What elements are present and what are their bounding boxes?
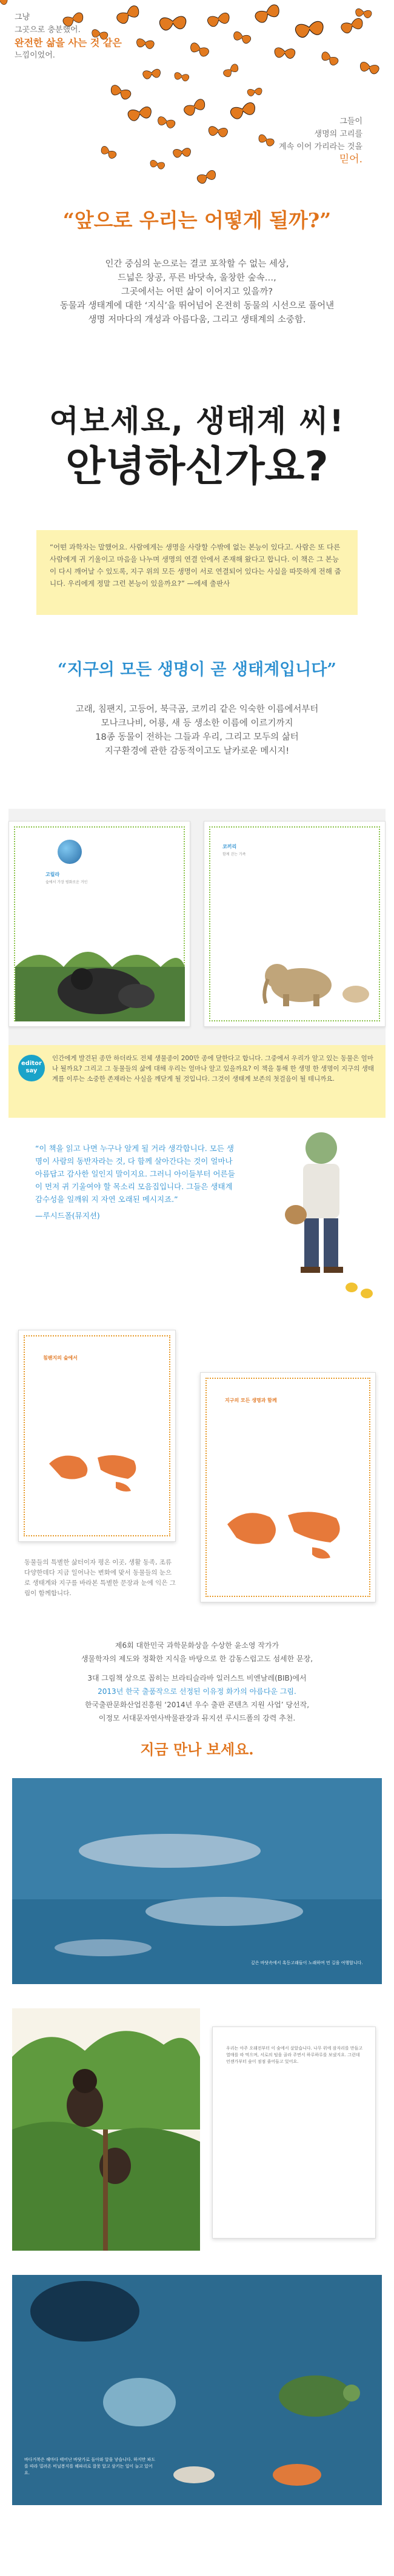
book-spread-2 (0, 1318, 394, 1621)
reader-quote-section (0, 1118, 394, 1318)
body-line: 모나크나비, 어룡, 새 등 생소한 이름에 이르기까지 (101, 719, 293, 728)
editor-text: 인간에게 발견된 종만 하더라도 전체 생물종이 200만 종에 달한다고 합니다. 그중에서 우리가 알고 있는 동물은 얼마나 될까요? 그리고 그 동물들의 삶에 대해 우리는 얼마나 알고 있을까요? 이 책을 통해 한 생명 한 생명이 지구의 생태계를 이루는 소중한 존재라는 사실을 깨닫게 될 것입니다. 그것이 생태계 보존의 첫걸음이 될 테니까요. (52, 1055, 374, 1083)
intro-line: 그들이 (339, 117, 362, 126)
intro-line: 느낌이었어. (15, 51, 55, 60)
earth-body (0, 703, 394, 759)
author-line: 2013년 한국 출품작으로 선정된 이유정 화가의 아름다운 그림. (98, 1687, 296, 1696)
quote-text: “어떤 과학자는 말했어요. 사람에게는 생명을 사랑할 수밖에 없는 본능이 있다고. 사람은 또 다른 사람에게 귀 기울이고 마음을 나누며 생명의 연결 안에서 존재해 왔다고 합니다. 이 책은 그 본능이 다시 깨어날 수 있도록, 지구 위의 모든 생명이 서로 연결되어 있다는 사실을 따뜻하게 전해 줍니다. 우리에게 정말 그런 본능이 있을까요?” —에세 출판사 (50, 543, 341, 588)
editor-say (8, 1045, 386, 1118)
spread-right-title: 코끼리 (222, 844, 237, 849)
body-line: 드넓은 창공, 푸른 바닷속, 울창한 숲속…, (118, 273, 276, 283)
editor-badge: editor say (18, 1055, 45, 1081)
spread-left-title: 고릴라 (45, 872, 60, 877)
body-line: 그곳에서는 어떤 삶이 이어지고 있을까? (121, 287, 273, 297)
question-body (0, 257, 394, 327)
whale-illustration (12, 1778, 382, 1984)
man-with-ducks-illustration (261, 1124, 382, 1306)
body-line: 인간 중심의 눈으로는 결코 포착할 수 없는 세상, (105, 259, 289, 269)
intro-line-highlight: 완전한 삶을 사는 것 같은 (15, 37, 122, 48)
body-line: 고래, 침팬지, 고등어, 북극곰, 코끼리 같은 익숙한 이름에서부터 (75, 705, 319, 714)
intro-line: 그냥 (15, 13, 30, 22)
illus-text: 바다거북은 해마다 태어난 바닷가로 돌아와 알을 낳습니다. 하지만 파도를 따라 밀려온 비닐봉지를 해파리로 잘못 알고 삼키는 일이 늘고 있어요. (24, 2457, 156, 2475)
question-headline: “앞으로 우리는 어떻게 될까?” (62, 208, 332, 232)
question-section (0, 200, 394, 400)
chimp-spread (12, 2008, 382, 2251)
world-map-illustration (37, 1439, 158, 1494)
elephant-illustration (210, 937, 380, 1009)
intro-line: 계속 이어 가리라는 것을 (279, 142, 362, 151)
intro-line: 그곳으로 충분했어. (15, 25, 81, 35)
butterfly-intro (0, 0, 394, 200)
body-line: 18종 동물이 전하는 그들과 우리, 그리고 모두의 삶터 (95, 732, 299, 742)
sheet-right (200, 1372, 376, 1602)
earth-headline: “지구의 모든 생명이 곧 생태계입니다” (58, 660, 336, 679)
author-line: 생물학자의 제도와 정확한 지식을 바탕으로 한 감동스럽고도 섬세한 문장, (81, 1655, 313, 1663)
author-line: 3대 그림책 상으로 꼽히는 브라티슬라바 일러스트 비엔날레(BIB)에서 (87, 1674, 307, 1682)
reader-quote-text: “이 책을 읽고 나면 누구나 알게 될 거라 생각합니다. 모든 생명이 사람의 동반자라는 것, 다 함께 살아간다는 것이 얼마나 아름답고 감사한 일인지 말이지요. 그러니 아이들부터 어른들이 먼저 귀 기울여야 할 목소리 모음집입니다. 그들은 생태계 감수성을 일깨워 지 자연 오래된 메시지죠.” (35, 1144, 235, 1204)
chimp-text-page (212, 2027, 376, 2239)
quote-box (36, 530, 358, 615)
author-line: 한국출판문화산업진흥원 ‘2014년 우수 출판 콘텐츠 지원 사업’ 당선작, (84, 1701, 310, 1709)
body-line: 생명 저마다의 개성과 아름다움, 그리고 생태계의 소중함. (88, 315, 306, 325)
sheet-left (18, 1330, 176, 1542)
intro-line-highlight: 믿어. (339, 153, 362, 165)
author-line: 이정모 서대문자연사박물관장과 뮤지션 루시드폴의 강력 추천. (98, 1714, 296, 1722)
sheet-left-heading: 침팬지의 숲에서 (43, 1355, 78, 1361)
ocean-whales (12, 1778, 382, 1984)
book-title (0, 400, 394, 524)
spread-page-left (8, 821, 190, 1027)
title-line-1: 여보세요, 생태계 씨! (49, 403, 345, 439)
reader-quote-source: —루시드폴(뮤지션) (35, 1211, 100, 1220)
author-info (0, 1621, 394, 1778)
leaf-border (24, 1335, 170, 1536)
body-line: 동물과 생태계에 대한 ‘지식’을 뛰어넘어 온전히 동물의 시선으로 풀어낸 (59, 301, 335, 311)
spread-page-right (204, 821, 386, 1027)
intro-line: 생명의 고리를 (314, 130, 362, 139)
body-line: 지구환경에 관한 감동적이고도 날카로운 메시지! (104, 746, 290, 756)
earth-section (0, 615, 394, 809)
illus-text: 우리는 아주 오래전부터 이 숲에서 살았습니다. 나무 위에 잠자리를 만들고 열매를 따 먹으며, 서로의 털을 골라 주면서 하루하루를 보냈지요. 그런데 언젠가부터 숲이 점점 줄어들고 있어요. (226, 2046, 363, 2064)
world-map-illustration (221, 1500, 355, 1567)
author-line: 제6회 대한민국 과학문화상을 수상한 윤소영 작가가 (115, 1641, 279, 1650)
book-spread-1 (8, 809, 386, 1045)
intro-right-text (279, 115, 362, 166)
chimp-illustration (12, 2008, 200, 2251)
illus-text: 깊은 바닷속에서 혹등고래들이 노래하며 먼 길을 여행합니다. (251, 1960, 363, 1965)
cta-headline: 지금 만나 보세요. (140, 1741, 254, 1758)
spread-caption: 동물들의 특별한 삶터이자 평온 이곳, 생활 동족, 조류다양한데다 지금 일어나는 변화에 맞서 동물들의 눈으로 생태계와 지구를 바라본 특별한 문장과 눈에 익은 그림이 함께합니다. (24, 1559, 176, 1597)
reader-quote (35, 1142, 235, 1222)
globe-icon (58, 840, 82, 864)
turtle-spread (12, 2275, 382, 2505)
gorilla-illustration (15, 931, 185, 1021)
spread-right-subtitle: 함께 걷는 가족 (222, 852, 246, 857)
intro-left-text (15, 11, 122, 62)
title-line-2: 안녕하신가요? (65, 443, 329, 491)
sheet-right-heading: 지구의 모든 생명과 함께 (225, 1398, 277, 1403)
spread-left-subtitle: 숲에서 가장 평화로운 거인 (45, 880, 88, 885)
